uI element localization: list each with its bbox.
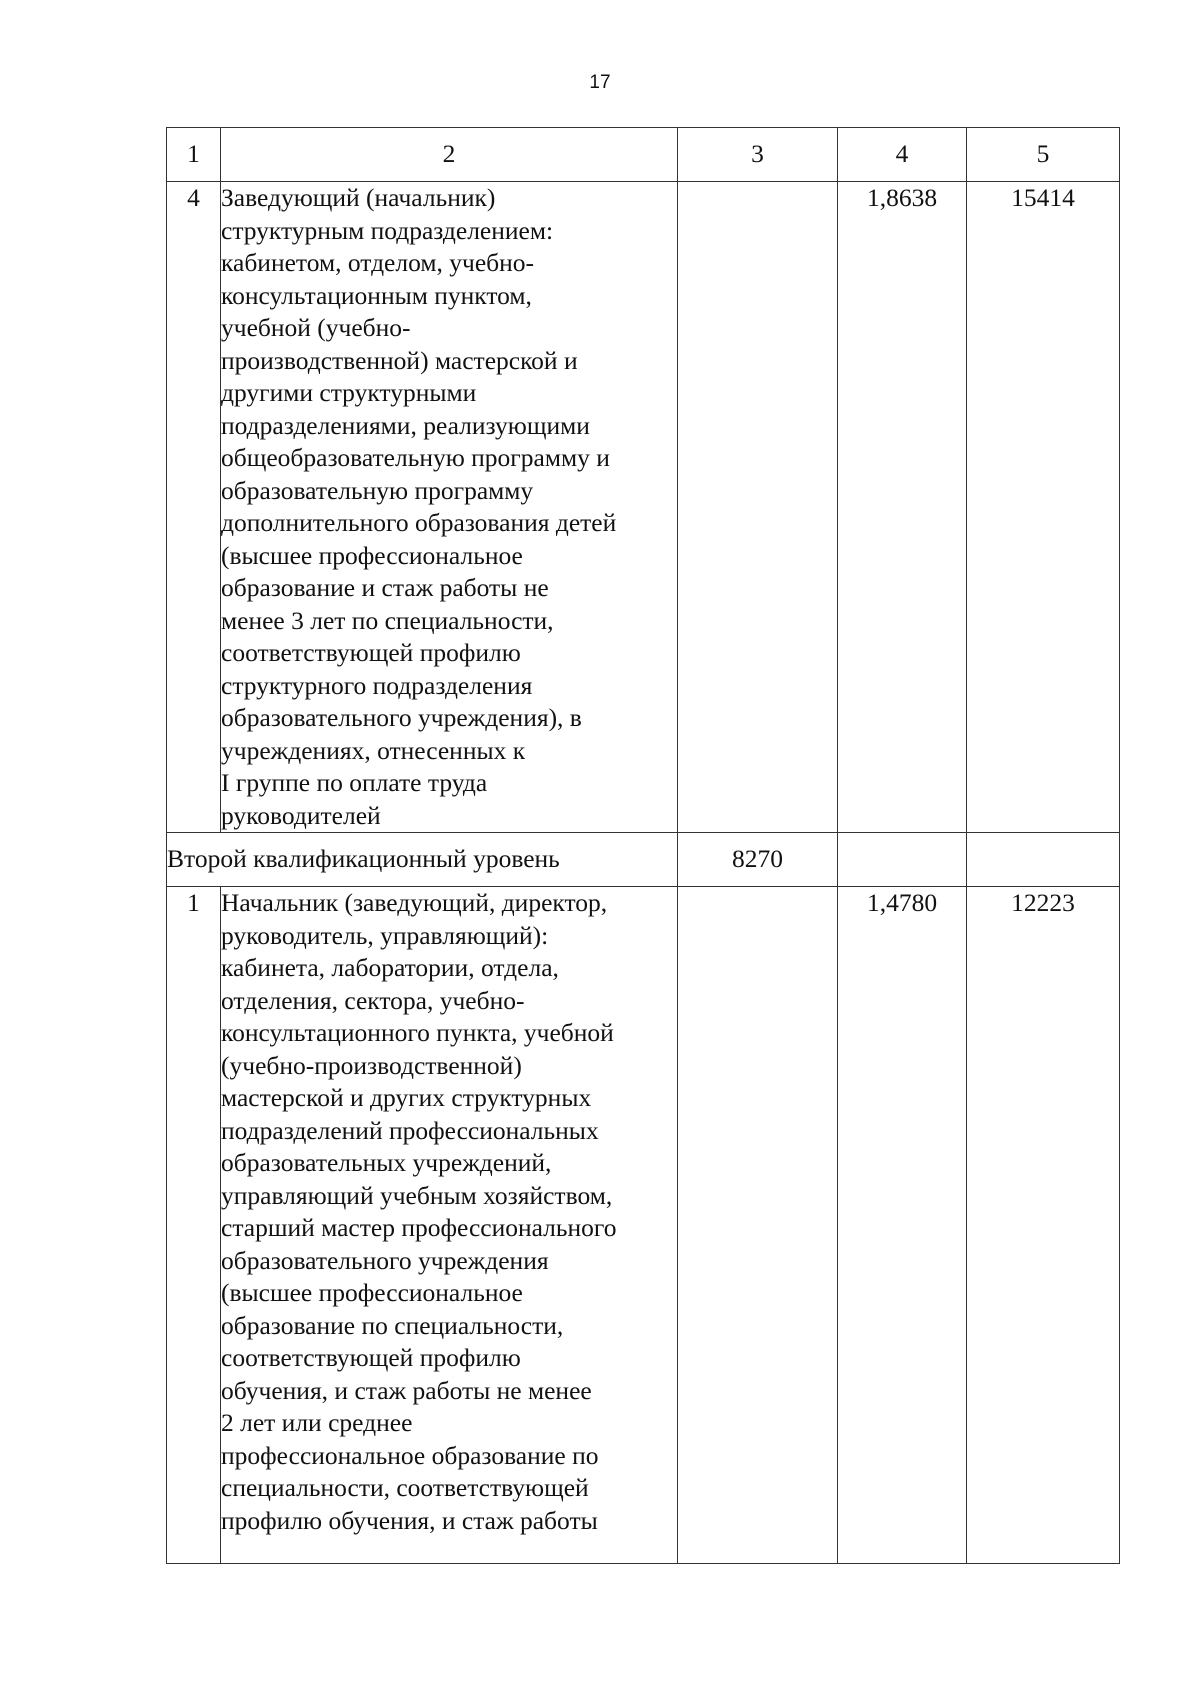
description-line: Заведующий (начальник) [221, 183, 496, 212]
description-line: консультационным пунктом, [221, 280, 532, 310]
salary-cell: 15414 [967, 182, 1120, 833]
description-line: специальности, соответствующей [221, 1473, 589, 1502]
row-number: 4 [167, 182, 221, 833]
description-line: соответствующей профилю [221, 1343, 521, 1372]
description-line: обучения, и стаж работы не менее [221, 1375, 592, 1405]
description-line: отделения, сектора, учебно- [221, 985, 525, 1015]
position-description [221, 887, 678, 1564]
description-line: образовательного учреждения [221, 1245, 549, 1275]
header-cell-2: 2 [221, 128, 678, 182]
table-header-row [167, 128, 1120, 182]
description-line: образовательного учреждения), в [221, 703, 582, 732]
description-line: руководитель, управляющий): [221, 920, 549, 950]
description-line: управляющий учебным хозяйством, [221, 1180, 613, 1210]
position-description [221, 182, 678, 833]
base-salary-cell: 8270 [678, 833, 838, 887]
description-line: менее 3 лет по специальности, [221, 605, 554, 635]
coefficient-cell [838, 833, 967, 887]
description-line: подразделений профессиональных [221, 1115, 599, 1145]
description-line: образовательных учреждений, [221, 1148, 552, 1177]
coefficient-cell: 1,8638 [838, 182, 967, 833]
description-line: консультационного пункта, учебной [221, 1018, 614, 1047]
description-line: структурным подразделением: [221, 215, 554, 245]
description-line: соответствующей профилю [221, 638, 521, 667]
description-line: мастерской и других структурных [221, 1083, 592, 1112]
description-line: Начальник (заведующий, директор, [221, 888, 608, 917]
table-row [167, 182, 1120, 833]
description-line: учебной (учебно- [221, 313, 411, 342]
description-line: 2 лет или среднее [221, 1408, 413, 1437]
salary-table [166, 127, 1120, 1564]
description-line: (высшее профессиональное [221, 1278, 523, 1307]
description-line: образовательную программу [221, 475, 534, 505]
description-line: (учебно-производственной) [221, 1050, 522, 1080]
description-line: кабинетом, отделом, учебно- [221, 248, 535, 277]
description-line: учреждениях, отнесенных к [221, 735, 526, 765]
table-row [167, 887, 1120, 1564]
coefficient-cell: 1,4780 [838, 887, 967, 1564]
description-line: образование и стаж работы не [221, 573, 549, 602]
description-line: I группе по оплате труда [221, 768, 488, 797]
description-line: образование по специальности, [221, 1310, 564, 1340]
description-line: другими структурными [221, 378, 477, 407]
description-line: производственной) мастерской и [221, 345, 578, 375]
description-line: профессиональное образование по [221, 1440, 599, 1470]
description-line: старший мастер профессионального [221, 1213, 617, 1242]
base-salary-cell [678, 182, 838, 833]
base-salary-cell [678, 887, 838, 1564]
header-cell-3: 3 [678, 128, 838, 182]
page-number: 17 [589, 72, 611, 93]
description-line: структурного подразделения [221, 670, 533, 700]
header-cell-5: 5 [967, 128, 1120, 182]
row-number: 1 [167, 887, 221, 1564]
qualification-level-label: Второй квалификационный уровень [167, 833, 678, 887]
qualification-level-row [167, 833, 1120, 887]
description-line: (высшее профессиональное [221, 540, 523, 570]
header-cell-1: 1 [167, 128, 221, 182]
description-line: дополнительного образования детей [221, 508, 617, 537]
description-line: общеобразовательную программу и [221, 443, 610, 472]
description-line: кабинета, лаборатории, отдела, [221, 953, 559, 982]
salary-cell [967, 833, 1120, 887]
description-line: подразделениями, реализующими [221, 410, 590, 440]
description-line: профилю обучения, и стаж работы [221, 1505, 598, 1535]
header-cell-4: 4 [838, 128, 967, 182]
description-line: руководителей [221, 800, 381, 830]
salary-cell: 12223 [967, 887, 1120, 1564]
